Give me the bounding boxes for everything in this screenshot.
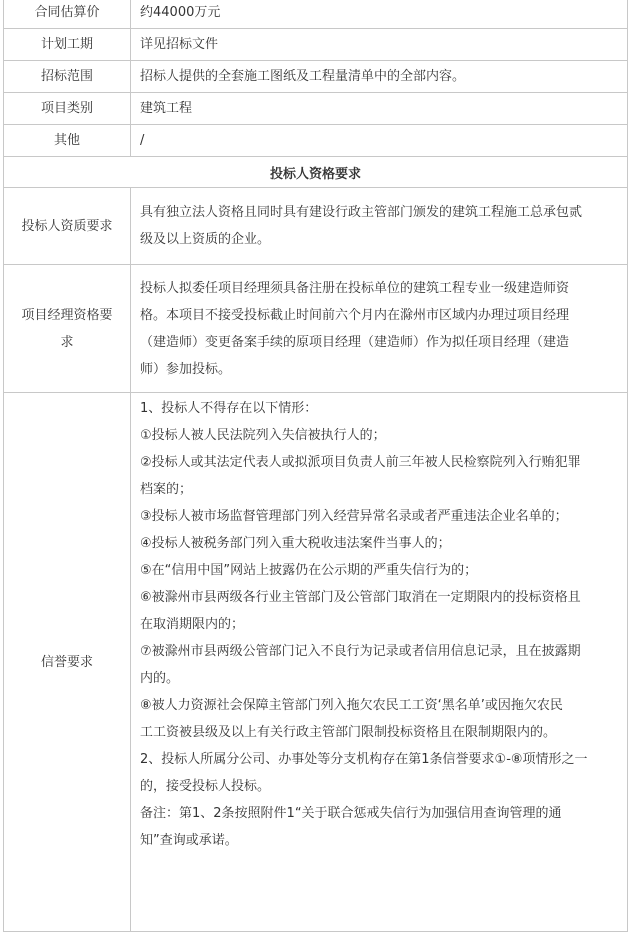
label-qualification: 投标人资质要求	[4, 188, 131, 265]
table-row	[4, 125, 628, 157]
qualification-line: 具有独立法人资格且同时具有建设行政主管部门颁发的建筑工程施工总承包贰	[140, 205, 583, 220]
manager-line: 师）参加投标。	[140, 361, 232, 377]
manager-label-line: 求	[60, 334, 74, 350]
table-row	[4, 393, 628, 932]
label-other: 其他	[4, 125, 131, 157]
credit-line: ⑦被滁州市县两级公管部门记入不良行为记录或者信用信息记录，且在披露期	[140, 644, 581, 659]
value-manager	[131, 265, 628, 393]
credit-line: ②投标人或其法定代表人或拟派项目负责人前三年被人民检察院列入行贿犯罪	[140, 455, 581, 470]
label-planned-duration: 计划工期	[4, 29, 131, 61]
credit-line: ⑧被人力资源社会保障主管部门列入拖欠农民工工资‘黑名单’或因拖欠农民	[140, 698, 563, 713]
section-title: 投标人资格要求	[4, 157, 628, 188]
credit-line: ③投标人被市场监督管理部门列入经营异常名录或者严重违法企业名单的；	[140, 509, 568, 524]
value-planned-duration: 详见招标文件	[131, 29, 628, 61]
value-tender-scope: 招标人提供的全套施工图纸及工程量清单中的全部内容。	[131, 61, 628, 93]
credit-line: 1、投标人不得存在以下情形：	[140, 401, 318, 416]
credit-line: 在取消期限内的；	[140, 617, 245, 632]
manager-line: （建造师）变更备案手续的原项目经理（建造师）作为拟任项目经理（建造	[140, 334, 570, 350]
credit-line: 内的。	[140, 671, 180, 686]
qualification-line: 级及以上资质的企业。	[140, 232, 271, 247]
table-row	[4, 61, 628, 93]
label-contract-price: 合同估算价	[4, 0, 131, 29]
value-contract-price: 约44000万元	[131, 0, 628, 29]
tender-info-table	[3, 0, 628, 932]
table-row	[4, 93, 628, 125]
value-qualification	[131, 188, 628, 265]
table-row	[4, 188, 628, 265]
credit-line: 2、投标人所属分公司、办事处等分支机构存在第1条信誉要求①-⑧项情形之一	[140, 752, 588, 767]
label-manager	[4, 265, 131, 393]
credit-line: 知”查询或承诺。	[140, 833, 238, 848]
table-row	[4, 157, 628, 188]
value-credit	[131, 393, 628, 932]
manager-line: 格。本项目不接受投标截止时间前六个月内在滁州市区域内办理过项目经理	[140, 307, 570, 323]
credit-line: 备注：第1、2条按照附件1“关于联合惩戒失信行为加强信用查询管理的通	[140, 806, 562, 821]
credit-line: ⑥被滁州市县两级各行业主管部门及公管部门取消在一定期限内的投标资格且	[140, 590, 581, 605]
credit-line: ④投标人被税务部门列入重大税收违法案件当事人的；	[140, 536, 451, 551]
table-row	[4, 29, 628, 61]
value-other: /	[131, 125, 628, 157]
credit-line: 的，接受投标人投标。	[140, 779, 271, 794]
credit-line: ⑤在“信用中国”网站上披露仍在公示期的严重失信行为的；	[140, 563, 478, 578]
manager-label-line: 项目经理资格要	[21, 307, 113, 323]
label-tender-scope: 招标范围	[4, 61, 131, 93]
table-row	[4, 0, 628, 29]
value-project-category: 建筑工程	[131, 93, 628, 125]
label-credit: 信誉要求	[4, 393, 131, 932]
table-row	[4, 265, 628, 393]
label-project-category: 项目类别	[4, 93, 131, 125]
credit-line: 档案的；	[140, 482, 193, 497]
credit-line: ①投标人被人民法院列入失信被执行人的；	[140, 428, 386, 443]
manager-line: 投标人拟委任项目经理须具备注册在投标单位的建筑工程专业一级建造师资	[140, 280, 570, 296]
credit-line: 工工资被县级及以上有关行政主管部门限制投标资格且在限制期限内的。	[140, 725, 557, 740]
